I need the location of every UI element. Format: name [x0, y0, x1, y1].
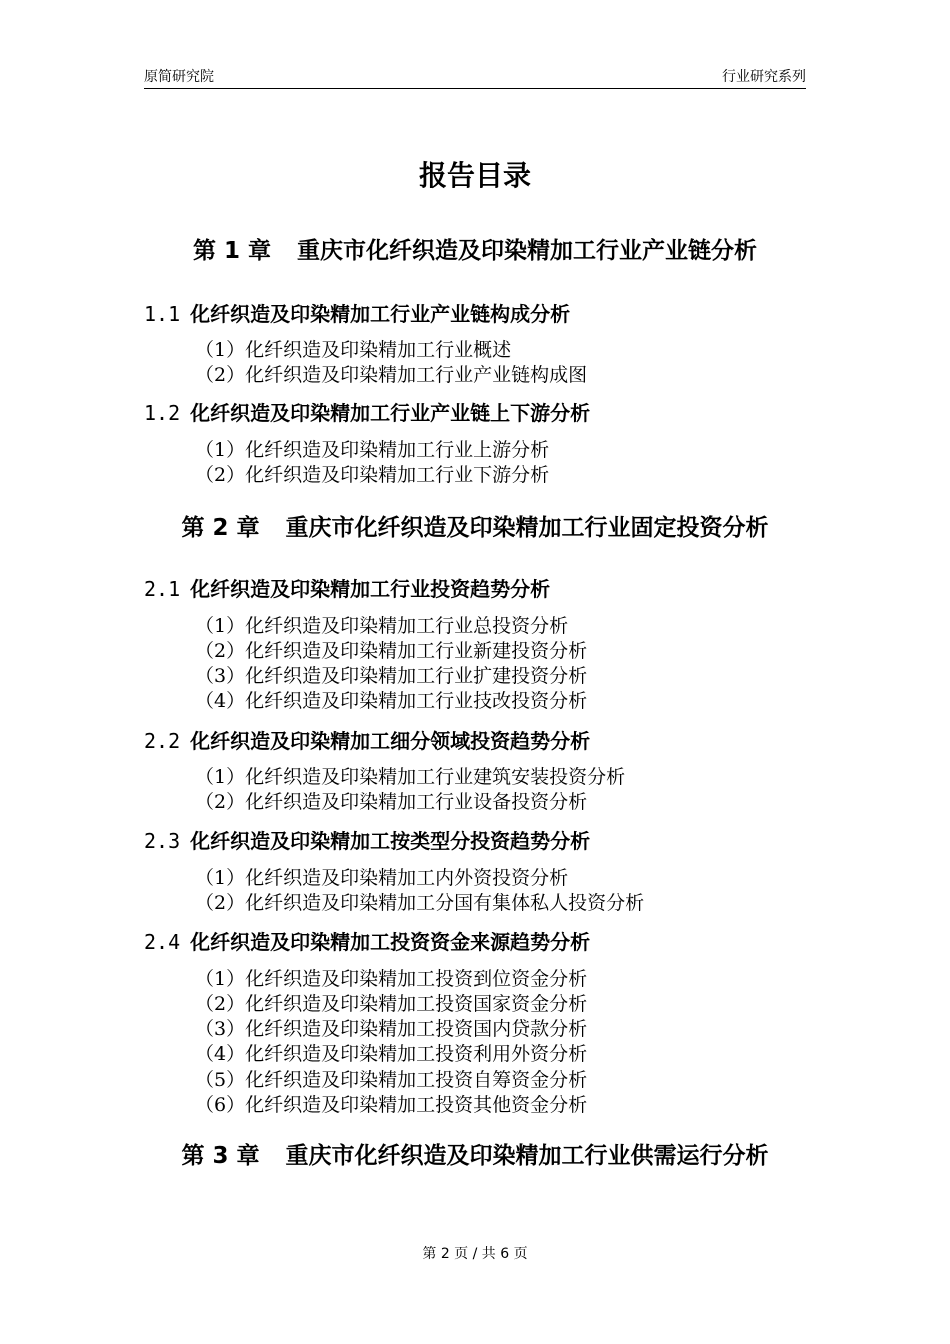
toc-item[interactable]: （5）化纤织造及印染精加工投资自筹资金分析	[195, 1069, 588, 1091]
toc-item[interactable]: （1）化纤织造及印染精加工行业建筑安装投资分析	[195, 766, 626, 788]
toc-item[interactable]: （1）化纤织造及印染精加工投资到位资金分析	[195, 968, 588, 990]
header-org-name: 原简研究院	[144, 69, 214, 85]
toc-section-2-2[interactable]	[144, 728, 590, 754]
header-series-name: 行业研究系列	[722, 69, 806, 85]
toc-item[interactable]: （2）化纤织造及印染精加工行业下游分析	[195, 464, 550, 486]
page-number: 第 2 页 / 共 6 页	[422, 1246, 528, 1262]
chapter-title: 重庆市化纤织造及印染精加工行业供需运行分析	[285, 1143, 769, 1169]
toc-item[interactable]: （1）化纤织造及印染精加工行业总投资分析	[195, 615, 569, 637]
toc-item[interactable]: （2）化纤织造及印染精加工投资国家资金分析	[195, 993, 588, 1015]
section-number: 2.4	[144, 930, 181, 954]
toc-item[interactable]: （4）化纤织造及印染精加工行业技改投资分析	[195, 690, 588, 712]
toc-item[interactable]: （6）化纤织造及印染精加工投资其他资金分析	[195, 1094, 588, 1116]
chapter-label: 第 2 章	[181, 515, 260, 541]
section-number: 1.2	[144, 401, 181, 425]
chapter-label: 第 1 章	[192, 238, 272, 264]
section-number: 2.1	[144, 577, 181, 601]
toc-section-2-3[interactable]	[144, 828, 590, 854]
section-title: 化纤织造及印染精加工按类型分投资趋势分析	[190, 829, 591, 853]
chapter-title: 重庆市化纤织造及印染精加工行业产业链分析	[297, 238, 758, 264]
toc-item[interactable]: （3）化纤织造及印染精加工投资国内贷款分析	[195, 1018, 588, 1040]
toc-item[interactable]: （3）化纤织造及印染精加工行业扩建投资分析	[195, 665, 588, 687]
toc-item[interactable]: （2）化纤织造及印染精加工行业新建投资分析	[195, 640, 588, 662]
section-title: 化纤织造及印染精加工行业产业链上下游分析	[190, 401, 591, 425]
toc-item[interactable]: （1）化纤织造及印染精加工内外资投资分析	[195, 867, 569, 889]
toc-section-2-1[interactable]	[144, 576, 550, 602]
section-number: 2.2	[144, 729, 181, 753]
section-title: 化纤织造及印染精加工投资资金来源趋势分析	[190, 930, 591, 954]
section-title: 化纤织造及印染精加工行业投资趋势分析	[190, 577, 551, 601]
toc-chapter-2[interactable]	[0, 513, 950, 543]
header-divider	[144, 88, 806, 89]
chapter-title: 重庆市化纤织造及印染精加工行业固定投资分析	[285, 515, 769, 541]
section-title: 化纤织造及印染精加工细分领域投资趋势分析	[190, 729, 591, 753]
toc-section-1-2[interactable]	[144, 400, 590, 426]
page-title: 报告目录	[418, 159, 531, 192]
toc-section-2-4[interactable]	[144, 929, 590, 955]
toc-item[interactable]: （4）化纤织造及印染精加工投资利用外资分析	[195, 1043, 588, 1065]
toc-item[interactable]: （2）化纤织造及印染精加工行业产业链构成图	[195, 364, 588, 386]
section-number: 2.3	[144, 829, 181, 853]
section-title: 化纤织造及印染精加工行业产业链构成分析	[190, 302, 571, 326]
toc-section-1-1[interactable]	[144, 301, 570, 327]
toc-chapter-1[interactable]	[0, 236, 950, 266]
toc-item[interactable]: （1）化纤织造及印染精加工行业上游分析	[195, 439, 550, 461]
toc-chapter-3[interactable]	[0, 1141, 950, 1171]
toc-item[interactable]: （1）化纤织造及印染精加工行业概述	[195, 339, 512, 361]
section-number: 1.1	[144, 302, 181, 326]
toc-item[interactable]: （2）化纤织造及印染精加工行业设备投资分析	[195, 791, 588, 813]
chapter-label: 第 3 章	[181, 1143, 260, 1169]
toc-item[interactable]: （2）化纤织造及印染精加工分国有集体私人投资分析	[195, 892, 645, 914]
